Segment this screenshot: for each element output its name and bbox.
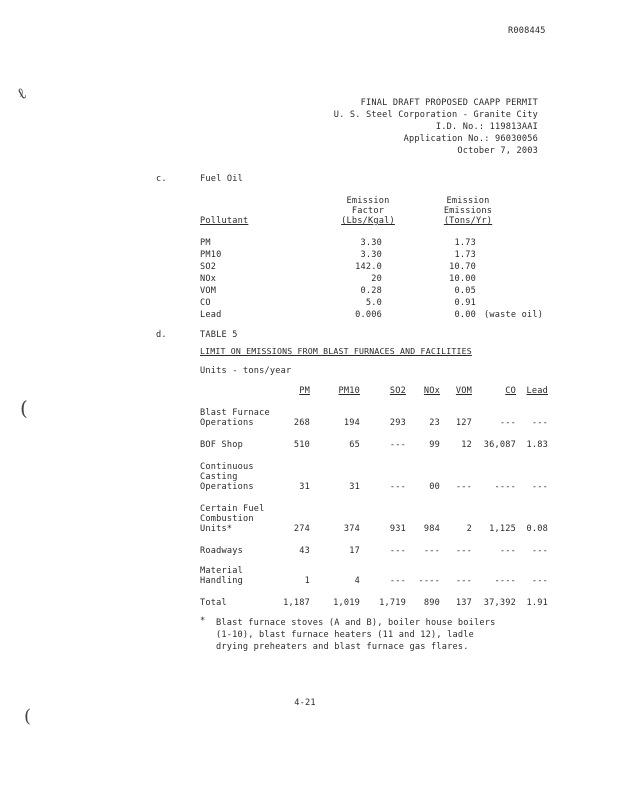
header-title: FINAL DRAFT PROPOSED CAAPP PERMIT xyxy=(360,98,538,108)
table-cell: 1,125 xyxy=(489,524,516,534)
total-cell: 1,019 xyxy=(333,598,360,608)
factor-cell: 0.006 xyxy=(355,310,382,320)
table-cell: 293 xyxy=(389,418,406,428)
total-cell: 890 xyxy=(423,598,440,608)
pollutant-cell: Lead xyxy=(200,310,222,320)
table-cell: 17 xyxy=(349,546,360,556)
table-cell: 36,087 xyxy=(483,440,516,450)
table-cell: --- xyxy=(499,546,516,556)
header-application-number: Application No.: 96030056 xyxy=(403,134,538,144)
factor-cell: 20 xyxy=(371,274,382,284)
row-label: Handling xyxy=(200,576,243,586)
table-cell: --- xyxy=(531,546,548,556)
table-cell: 0.08 xyxy=(526,524,548,534)
table-cell: 43 xyxy=(299,546,310,556)
row-label: Units* xyxy=(200,524,233,534)
row-label: Operations xyxy=(200,482,254,492)
footnote-mark: * xyxy=(200,616,206,626)
table-cell: --- xyxy=(423,546,440,556)
row-label: Blast Furnace xyxy=(200,408,270,418)
emission-factor-header-2: Factor xyxy=(351,206,385,216)
emissions-header-3: (Tons/Yr) xyxy=(443,216,493,226)
document-id: R008445 xyxy=(508,26,546,36)
column-header: VOM xyxy=(455,386,472,396)
table-cell: 99 xyxy=(429,440,440,450)
total-label: Total xyxy=(200,598,227,608)
pollutant-cell: NOx xyxy=(200,274,217,284)
total-cell: 1.91 xyxy=(526,598,548,608)
table-cell: 65 xyxy=(349,440,360,450)
section-d-letter: d. xyxy=(156,330,167,340)
table-cell: --- xyxy=(531,576,548,586)
section-c-letter: c. xyxy=(156,174,167,184)
emissions-cell: 10.00 xyxy=(449,274,476,284)
pollutant-header: Pollutant xyxy=(200,216,249,226)
table-cell: 931 xyxy=(389,524,406,534)
emission-factor-header-3: (Lbs/Kgal) xyxy=(341,216,395,226)
row-label: Combustion xyxy=(200,514,254,524)
table-cell: --- xyxy=(455,482,472,492)
emissions-cell: 0.00 xyxy=(454,310,476,320)
table-cell: 00 xyxy=(429,482,440,492)
table-cell: --- xyxy=(455,546,472,556)
row-label: Roadways xyxy=(200,546,243,556)
column-header: NOx xyxy=(423,386,440,396)
total-cell: 1,187 xyxy=(283,598,310,608)
table-cell: 31 xyxy=(299,482,310,492)
table-cell: 268 xyxy=(293,418,310,428)
header-id-number: I.D. No.: 119813AAI xyxy=(435,122,538,132)
row-label: Casting xyxy=(200,472,238,482)
table-cell: 4 xyxy=(354,576,360,586)
emissions-header-1: Emission xyxy=(446,196,490,206)
emissions-note: (waste oil) xyxy=(484,310,544,320)
column-header: PM xyxy=(299,386,310,396)
pollutant-cell: CO xyxy=(200,298,211,308)
table-cell: 31 xyxy=(349,482,360,492)
row-label: Operations xyxy=(200,418,254,428)
pollutant-cell: PM10 xyxy=(200,250,222,260)
table-cell: --- xyxy=(531,482,548,492)
page-number: 4-21 xyxy=(294,698,316,708)
column-header: CO xyxy=(505,386,516,396)
factor-cell: 5.0 xyxy=(365,298,382,308)
table-cell: ---- xyxy=(494,482,516,492)
row-label: Certain Fuel xyxy=(200,504,265,514)
factor-cell: 3.30 xyxy=(360,238,382,248)
table-cell: --- xyxy=(531,418,548,428)
total-cell: 137 xyxy=(455,598,472,608)
table-cell: --- xyxy=(389,482,406,492)
table-heading: LIMIT ON EMISSIONS FROM BLAST FURNACES AND FACILITIES xyxy=(200,346,472,356)
footnote-line: drying preheaters and blast furnace gas flares. xyxy=(216,642,469,652)
table-cell: 194 xyxy=(343,418,360,428)
margin-mark-icon: ℓ xyxy=(13,83,30,104)
column-header: PM10 xyxy=(338,386,360,396)
total-cell: 37,392 xyxy=(483,598,516,608)
section-d-title: TABLE 5 xyxy=(200,330,238,340)
table-cell: --- xyxy=(389,546,406,556)
table-cell: 2 xyxy=(466,524,472,534)
units-label: Units - tons/year xyxy=(200,366,292,376)
table-cell: 23 xyxy=(429,418,440,428)
table-cell: 510 xyxy=(293,440,310,450)
factor-cell: 0.28 xyxy=(360,286,382,296)
header-company: U. S. Steel Corporation - Granite City xyxy=(333,110,538,120)
factor-cell: 3.30 xyxy=(360,250,382,260)
emission-factor-header-1: Emission xyxy=(346,196,390,206)
margin-bracket-icon: ( xyxy=(20,396,28,420)
table-cell: ---- xyxy=(418,576,440,586)
row-label: Continuous xyxy=(200,462,254,472)
table-cell: 1 xyxy=(304,576,310,586)
table-cell: ---- xyxy=(494,576,516,586)
factor-cell: 142.0 xyxy=(355,262,382,272)
header-date: October 7, 2003 xyxy=(457,146,538,156)
row-label: BOF Shop xyxy=(200,440,243,450)
column-header: SO2 xyxy=(389,386,406,396)
row-label: Material xyxy=(200,566,243,576)
emissions-header-2: Emissions xyxy=(443,206,493,216)
footnote-line: Blast furnace stoves (A and B), boiler house boilers xyxy=(216,618,496,628)
emissions-cell: 10.70 xyxy=(449,262,476,272)
emissions-cell: 0.05 xyxy=(454,286,476,296)
emissions-cell: 0.91 xyxy=(454,298,476,308)
table-cell: 374 xyxy=(343,524,360,534)
total-cell: 1,719 xyxy=(379,598,406,608)
margin-bracket-icon: ( xyxy=(24,706,32,727)
emissions-cell: 1.73 xyxy=(454,250,476,260)
table-cell: --- xyxy=(389,440,406,450)
emissions-cell: 1.73 xyxy=(454,238,476,248)
table-cell: --- xyxy=(389,576,406,586)
table-cell: 984 xyxy=(423,524,440,534)
pollutant-cell: SO2 xyxy=(200,262,217,272)
table-cell: 1.83 xyxy=(526,440,548,450)
table-cell: --- xyxy=(455,576,472,586)
pollutant-cell: PM xyxy=(200,238,211,248)
table-cell: --- xyxy=(499,418,516,428)
column-header: Lead xyxy=(526,386,548,396)
table-cell: 12 xyxy=(461,440,472,450)
section-c-title: Fuel Oil xyxy=(200,174,243,184)
pollutant-cell: VOM xyxy=(200,286,217,296)
table-cell: 127 xyxy=(455,418,472,428)
footnote-line: (1-10), blast furnace heaters (11 and 12), ladle xyxy=(216,630,474,640)
table-cell: 274 xyxy=(293,524,310,534)
